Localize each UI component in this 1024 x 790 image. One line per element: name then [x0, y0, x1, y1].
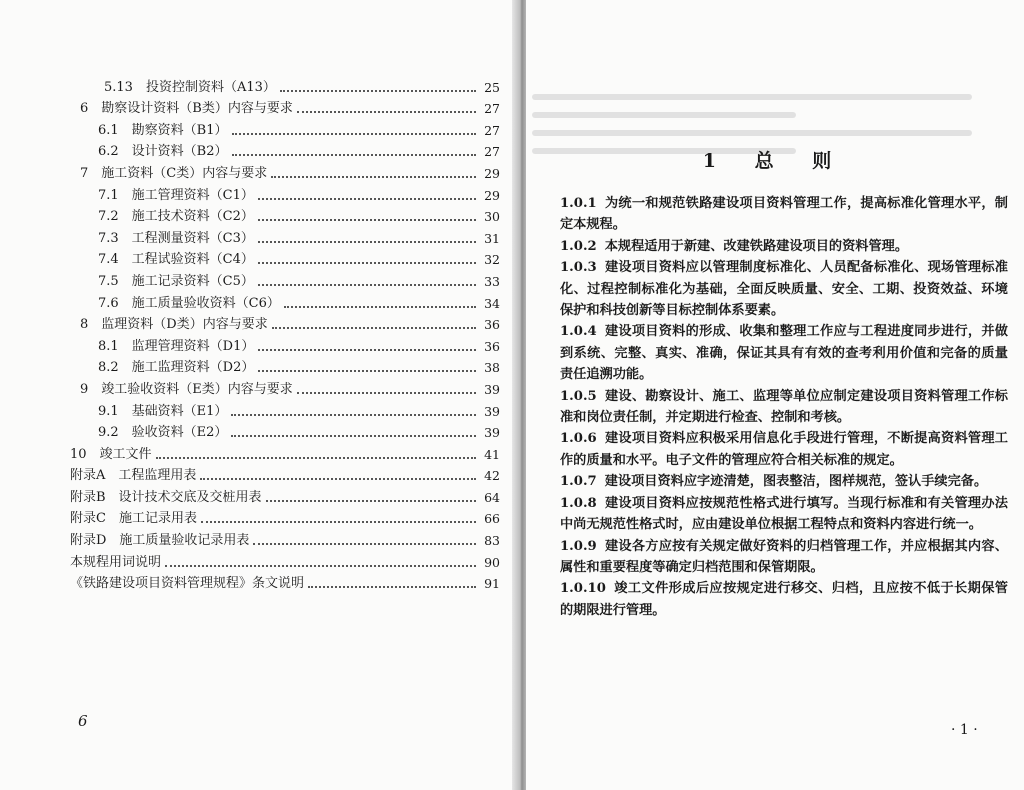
- toc-entry: [70, 312, 500, 334]
- toc-entry: [70, 549, 500, 571]
- clause-text: 建设各方应按有关规定做好资料的归档管理工作，并应根据其内容、属性和重要程度等确定归档范围和保管期限。: [560, 538, 1008, 575]
- toc-leader-dots: [271, 176, 476, 178]
- toc-entry-label: 7.1 施工管理资料（C1）: [98, 187, 254, 203]
- toc-leader-dots: [231, 435, 476, 437]
- clause-text: 建设项目资料应积极采用信息化手段进行管理，不断提高资料管理工作的质量和水平。电子文件的管理应符合相关标准的规定。: [560, 431, 1008, 468]
- toc-entry-label: 附录C 施工记录用表: [70, 511, 197, 527]
- toc-entry-page: 27: [484, 122, 500, 138]
- clause-text: 建设项目资料应以管理制度标准化、人员配备标准化、现场管理标准化、过程控制标准化为基础，全面反映质量、安全、工期、投资效益、环境保护和科技创新等目标控制体系要素。: [560, 260, 1008, 319]
- toc-leader-dots: [266, 500, 476, 502]
- toc-leader-dots: [232, 133, 477, 135]
- toc-entry-label: 附录B 设计技术交底及交桩用表: [70, 489, 262, 505]
- toc-entry-label: 《铁路建设项目资料管理规程》条文说明: [70, 576, 305, 592]
- toc-entry: [70, 139, 500, 161]
- toc-entry-label: 6.2 设计资料（B2）: [98, 144, 228, 160]
- toc-entry: [70, 182, 500, 204]
- toc-entry-label: 7.6 施工质量验收资料（C6）: [98, 295, 280, 311]
- toc-entry: [70, 204, 500, 226]
- toc-entry-page: 38: [484, 360, 500, 376]
- toc-entry-label: 5.13 投资控制资料（A13）: [104, 79, 276, 95]
- toc-leader-dots: [297, 392, 476, 394]
- toc-entry: [70, 441, 500, 463]
- clause-paragraph: [560, 386, 1008, 429]
- table-of-contents: [70, 74, 500, 592]
- clause-text: 建设项目资料应字迹清楚，图表整洁，图样规范，签认手续完备。: [604, 474, 988, 490]
- toc-entry: [70, 463, 500, 485]
- clause-text: 建设项目资料的形成、收集和整理工作应与工程进度同步进行，并做到系统、完整、真实、准确，保证其具有有效的查考利用价值和完备的质量责任追溯功能。: [560, 324, 1008, 383]
- toc-entry-label: 9.1 基础资料（E1）: [98, 403, 228, 419]
- right-page: [526, 0, 1024, 790]
- clause-paragraph: [560, 536, 1008, 579]
- clause-text: 竣工文件形成后应按规定进行移交、归档，且应按不低于长期保管的期限进行管理。: [560, 581, 1008, 618]
- clause-list: [560, 193, 1008, 621]
- toc-entry-page: 91: [484, 576, 500, 592]
- toc-entry-label: 附录D 施工质量验收记录用表: [70, 533, 250, 549]
- clause-paragraph: [560, 257, 1008, 321]
- toc-leader-dots: [200, 478, 476, 480]
- toc-entry-page: 25: [484, 79, 500, 95]
- toc-leader-dots: [280, 90, 476, 92]
- toc-entry-page: 39: [484, 403, 500, 419]
- toc-entry-page: 83: [484, 533, 500, 549]
- toc-entry-page: 36: [484, 338, 500, 354]
- clause-text: 本规程适用于新建、改建铁路建设项目的资料管理。: [604, 238, 909, 254]
- clause-paragraph: [560, 578, 1008, 621]
- toc-entry-label: 8.1 监理管理资料（D1）: [98, 338, 255, 354]
- clause-text: 建设项目资料应按规范性格式进行填写。当现行标准和有关管理办法中尚无规范性格式时，应由建设单位根据工程特点和资料内容进行统一。: [560, 495, 1008, 533]
- toc-entry-page: 27: [484, 144, 500, 160]
- toc-entry-page: 30: [484, 209, 500, 225]
- clause-number: 1.0.2: [560, 238, 597, 254]
- clause-number: 1.0.10: [560, 581, 606, 597]
- toc-entry: [70, 420, 500, 442]
- toc-entry: [70, 268, 500, 290]
- toc-entry-page: 36: [484, 317, 500, 333]
- toc-leader-dots: [165, 565, 476, 567]
- toc-entry-label: 7 施工资料（C类）内容与要求: [80, 165, 268, 181]
- toc-entry: [70, 117, 500, 139]
- toc-entry-page: 39: [484, 381, 500, 397]
- clause-number: 1.0.8: [560, 495, 597, 511]
- toc-entry-page: 42: [484, 468, 500, 484]
- toc-entry-page: 41: [484, 446, 500, 462]
- toc-leader-dots: [258, 241, 476, 243]
- toc-entry-page: 29: [484, 165, 500, 181]
- toc-leader-dots: [253, 543, 476, 545]
- toc-leader-dots: [272, 327, 476, 329]
- clause-number: 1.0.5: [560, 388, 597, 404]
- right-page-number: · 1 ·: [951, 722, 978, 738]
- toc-leader-dots: [156, 457, 476, 459]
- toc-entry: [70, 225, 500, 247]
- toc-entry-page: 64: [484, 489, 500, 505]
- clause-text: 建设、勘察设计、施工、监理等单位应制定建设项目资料管理工作标准和岗位责任制，并定期进行检查、控制和考核。: [560, 388, 1008, 426]
- clause-paragraph: [560, 236, 1008, 257]
- toc-entry: [70, 398, 500, 420]
- toc-entry-page: 33: [484, 273, 500, 289]
- toc-leader-dots: [308, 586, 476, 588]
- toc-entry: [70, 355, 500, 377]
- toc-entry-label: 10 竣工文件: [70, 446, 152, 462]
- toc-entry-page: 34: [484, 295, 500, 311]
- toc-entry-page: 66: [484, 511, 500, 527]
- toc-entry: [70, 247, 500, 269]
- toc-entry-page: 29: [484, 187, 500, 203]
- toc-entry: [70, 160, 500, 182]
- toc-entry: [70, 506, 500, 528]
- toc-entry-label: 6 勘察设计资料（B类）内容与要求: [80, 101, 293, 117]
- toc-entry: [70, 333, 500, 355]
- toc-leader-dots: [258, 349, 476, 351]
- toc-entry-page: 32: [484, 252, 500, 268]
- clause-number: 1.0.9: [560, 538, 597, 554]
- toc-entry: [70, 290, 500, 312]
- clause-text: 为统一和规范铁路建设项目资料管理工作，提高标准化管理水平，制定本规程。: [560, 196, 1008, 233]
- toc-leader-dots: [258, 284, 476, 286]
- toc-entry-label: 本规程用词说明: [70, 554, 162, 570]
- clause-number: 1.0.1: [560, 196, 597, 211]
- toc-entry: [70, 484, 500, 506]
- toc-entry-label: 7.5 施工记录资料（C5）: [98, 273, 254, 289]
- toc-entry-page: 27: [484, 101, 500, 117]
- toc-entry-label: 6.1 勘察资料（B1）: [98, 122, 228, 138]
- clause-number: 1.0.6: [560, 431, 597, 447]
- show-through-line: [532, 94, 972, 100]
- toc-leader-dots: [232, 154, 477, 156]
- toc-entry-label: 7.3 工程测量资料（C3）: [98, 230, 254, 246]
- toc-leader-dots: [258, 219, 476, 221]
- toc-entry-label: 8 监理资料（D类）内容与要求: [80, 317, 268, 333]
- clause-paragraph: [560, 321, 1008, 385]
- toc-entry: [70, 96, 500, 118]
- clause-paragraph: [560, 471, 1008, 492]
- toc-entry-page: 39: [484, 425, 500, 441]
- toc-leader-dots: [258, 370, 476, 372]
- toc-entry-label: 8.2 施工监理资料（D2）: [98, 360, 255, 376]
- toc-leader-dots: [297, 111, 476, 113]
- clause-number: 1.0.7: [560, 474, 597, 490]
- clause-number: 1.0.3: [560, 260, 597, 276]
- toc-entry-label: 7.4 工程试验资料（C4）: [98, 252, 254, 268]
- toc-entry-label: 9.2 验收资料（E2）: [98, 425, 228, 441]
- left-page-number: 6: [78, 712, 88, 730]
- toc-leader-dots: [284, 306, 476, 308]
- show-through-line: [532, 112, 796, 118]
- clause-number: 1.0.4: [560, 324, 597, 340]
- clause-paragraph: [560, 493, 1008, 536]
- clause-paragraph: [560, 193, 1008, 236]
- show-through-line: [532, 130, 972, 136]
- toc-entry-label: 附录A 工程监理用表: [70, 468, 197, 484]
- toc-entry-page: 90: [484, 554, 500, 570]
- toc-entry: [70, 571, 500, 593]
- toc-leader-dots: [258, 198, 476, 200]
- toc-leader-dots: [258, 262, 476, 264]
- toc-leader-dots: [231, 414, 476, 416]
- chapter-title: 1 总 则: [702, 150, 848, 172]
- toc-entry-page: 31: [484, 230, 500, 246]
- toc-entry: [70, 376, 500, 398]
- toc-entry: [70, 74, 500, 96]
- toc-entry-label: 9 竣工验收资料（E类）内容与要求: [80, 381, 293, 397]
- toc-leader-dots: [201, 521, 476, 523]
- clause-paragraph: [560, 428, 1008, 471]
- toc-entry-label: 7.2 施工技术资料（C2）: [98, 209, 254, 225]
- toc-entry: [70, 527, 500, 549]
